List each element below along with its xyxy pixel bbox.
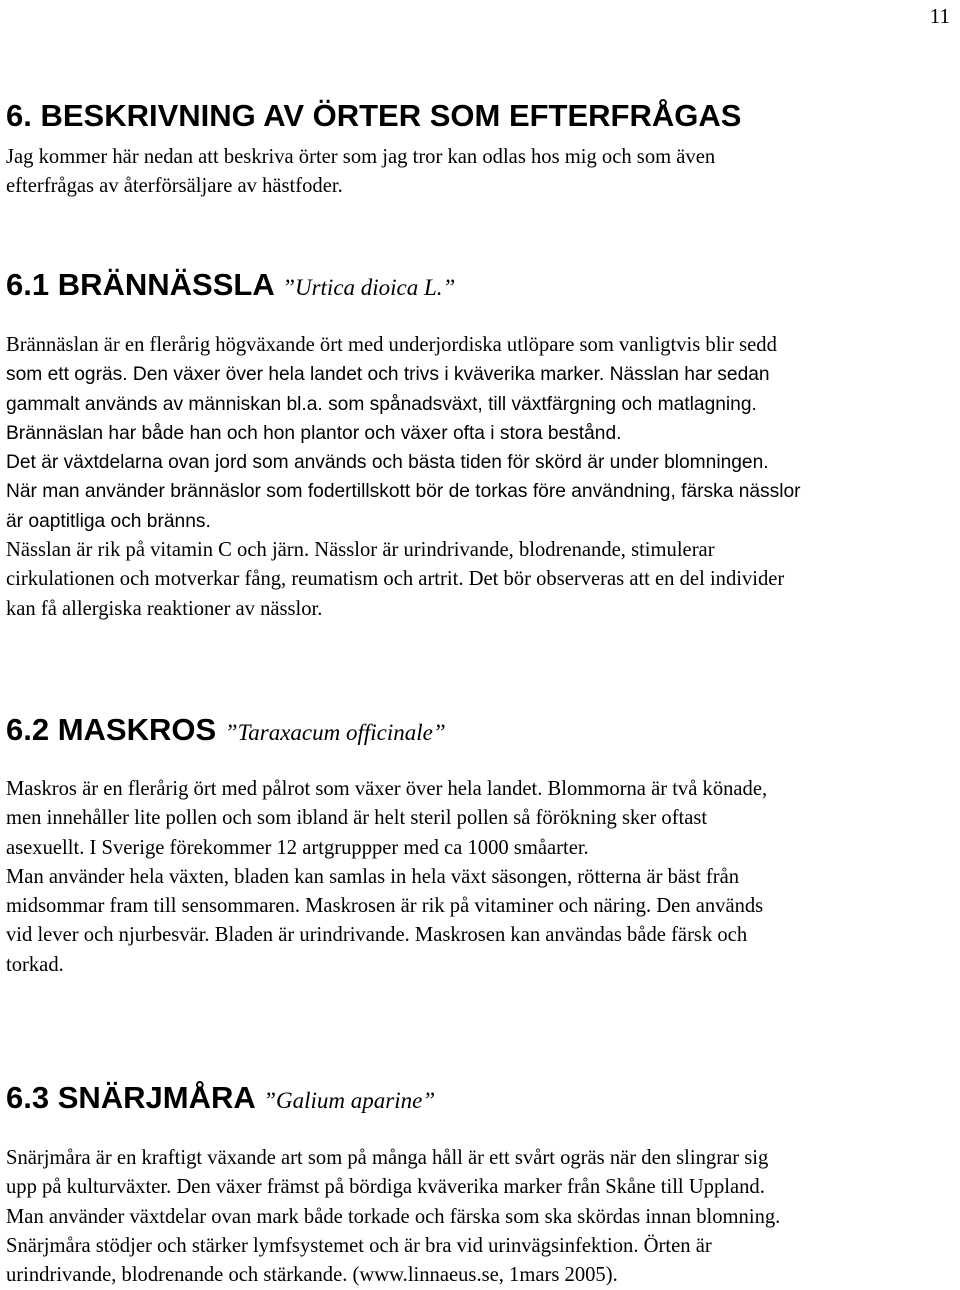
body-line: kan få allergiska reaktioner av nässlor. <box>6 597 323 620</box>
latin-name: ”Taraxacum officinale” <box>224 720 446 745</box>
body-line: Man använder växtdelar ovan mark både torkade och färska som ska skördas innan blomning. <box>6 1205 781 1228</box>
body-line: cirkulationen och motverkar fång, reumatism och artrit. Det bör observeras att en del individer <box>6 568 785 591</box>
body-line: Brännäslan har både han och hon plantor och växer ofta i stora bestånd. <box>6 422 622 444</box>
intro-line: efterfrågas av återförsäljare av hästfoder. <box>6 175 343 198</box>
body-line: Snärjmåra är en kraftigt växande art som på många håll är ett svårt ogräs när den slingrar sig <box>6 1147 769 1169</box>
section-body-maskros <box>6 775 956 980</box>
body-line: Man använder hela växten, bladen kan samlas in hela växt säsongen, rötterna är bäst från <box>6 865 740 888</box>
body-line: urindrivande, blodrenande och stärkande. (www.linnaeus.se, 1mars 2005). <box>6 1264 618 1287</box>
body-line: Nässlan är rik på vitamin C och järn. Nässlor är urindrivande, blodrenande, stimulerar <box>6 539 715 562</box>
body-line: men innehåller lite pollen och som ibland är helt steril pollen så förökning sker oftast <box>6 807 708 830</box>
section-body-snarjmara <box>6 1144 956 1290</box>
page-number: 11 <box>929 4 950 28</box>
body-line: gammalt används av människan bl.a. som spånadsväxt, till växtfärgning och matlagning. <box>6 393 757 415</box>
body-line: När man använder brännäslor som fodertillskott bör de torkas före användning, färska nässlor <box>6 481 801 503</box>
body-line: Brännäslan är en flerårig högväxande ört med underjordiska utlöpare som vanligtvis blir sedd <box>6 334 777 356</box>
section-heading-maskros <box>6 712 956 751</box>
body-line: upp på kulturväxter. Den växer främst på bördiga kväverika marker från Skåne till Uppland. <box>6 1176 765 1199</box>
latin-name: ”Galium aparine” <box>263 1088 436 1113</box>
intro-line: Jag kommer här nedan att beskriva örter som jag tror kan odlas hos mig och som även <box>6 146 716 168</box>
body-line: asexuellt. I Sverige förekommer 12 artgruppper med ca 1000 småarter. <box>6 836 589 859</box>
section-title: 6.2 MASKROS <box>6 712 217 747</box>
body-line: midsommar fram till sensommaren. Maskrosen är rik på vitaminer och näring. Den används <box>6 895 764 918</box>
section-title: 6.3 SNÄRJMÅRA <box>6 1080 255 1115</box>
main-heading: 6. BESKRIVNING AV ÖRTER SOM EFTERFRÅGAS <box>6 98 742 133</box>
body-line: Maskros är en flerårig ört med pålrot som växer över hela landet. Blommorna är två könade, <box>6 778 768 800</box>
latin-name: ”Urtica dioica L.” <box>282 275 456 300</box>
body-line: Det är växtdelarna ovan jord som används och bästa tiden för skörd är under blomningen. <box>6 452 769 474</box>
body-line: är oaptitliga och bränns. <box>6 510 211 532</box>
body-line: som ett ogräs. Den växer över hela landet och trivs i kväverika marker. Nässlan har sedan <box>6 364 770 386</box>
section-title: 6.1 BRÄNNÄSSLA <box>6 267 274 302</box>
body-line: Snärjmåra stödjer och stärker lymfsystemet och är bra vid urinvägsinfektion. Örten är <box>6 1234 712 1257</box>
body-line: torkad. <box>6 953 64 976</box>
section-heading-snarjmara <box>6 1080 956 1119</box>
intro-paragraph <box>6 143 956 202</box>
section-body-brannassla <box>6 331 956 624</box>
section-heading-brannassla <box>6 267 956 306</box>
body-line: vid lever och njurbesvär. Bladen är urindrivande. Maskrosen kan användas både färsk och <box>6 924 748 947</box>
